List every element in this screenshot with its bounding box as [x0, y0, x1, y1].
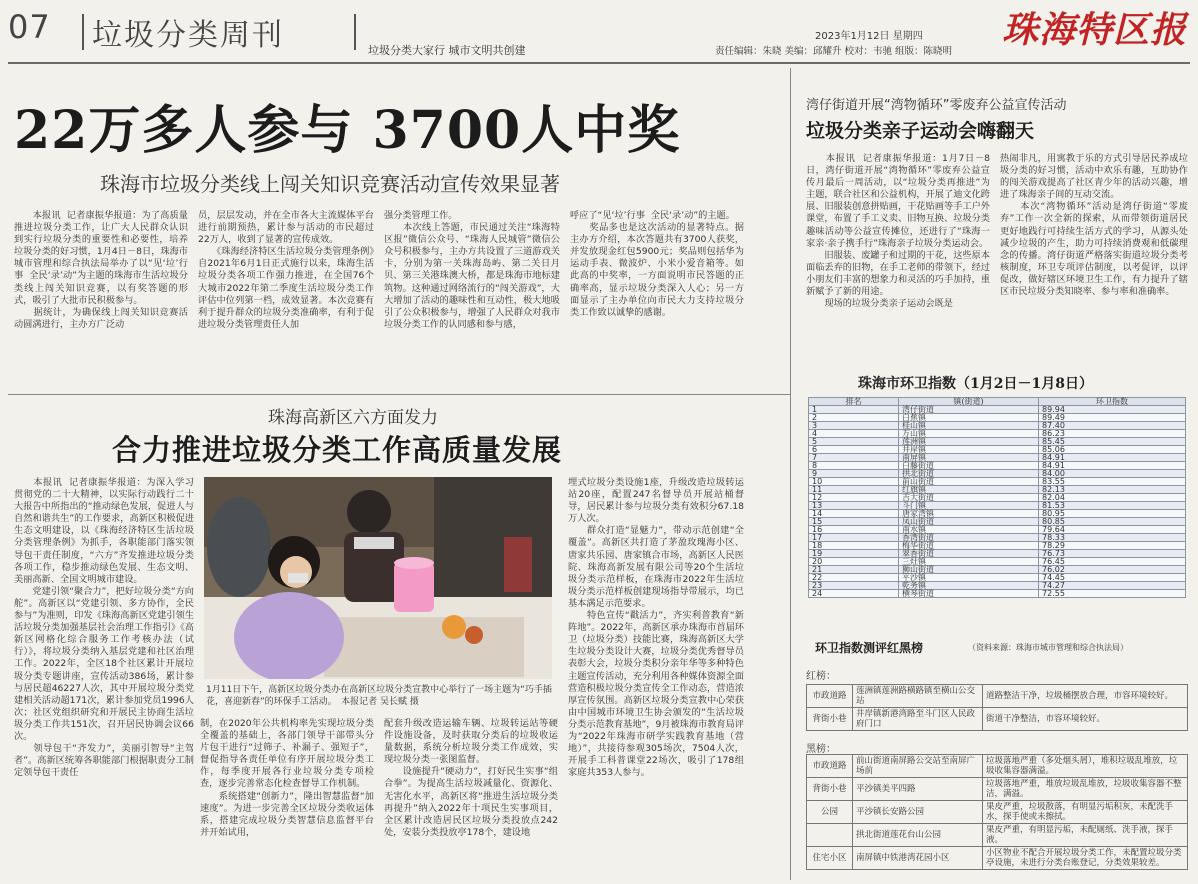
ranking-cell: 6 — [809, 446, 899, 454]
ranking-cell: 桂山镇 — [899, 422, 1039, 430]
lead-column-4: 呼应了“见‘垃’行事 全民‘录’动”的主题。 奖品多也是这次活动的显著特点。据主办方介绍，本次答题共有3700人获奖，并发放现金红包5900元；奖品则包括华为运动手表、微波炉、小米小爱音箱等。如此高的中奖率，一方面说明市民答题的正确率高，显示垃圾分类深入人心；另一方面显示了主办单位向市民大力支持垃圾分类工作致以诚挚的感谢。 — [570, 210, 744, 318]
ranking-cell: 74.45 — [1039, 574, 1186, 582]
ranking-row — [809, 406, 1186, 414]
ranking-cell: 万山镇 — [899, 430, 1039, 438]
red-list-cell: 莲洲镇莲洲路横路镇至横山公交站 — [853, 685, 983, 708]
ranking-cell: 凤山街道 — [899, 518, 1039, 526]
black-list-cell: 平沙镇长安路公园 — [853, 801, 983, 824]
black-list-cell: 南屏镇中铁港湾花园小区 — [853, 847, 983, 870]
newspaper-logo: 珠海特区报 — [1002, 9, 1188, 51]
ranking-cell: 20 — [809, 558, 899, 566]
ranking-row — [809, 550, 1186, 558]
section-slogan: 垃圾分类大家行 城市文明共创建 — [368, 44, 526, 57]
ranking-row — [809, 542, 1186, 550]
ranking-cell: 14 — [809, 510, 899, 518]
ranking-cell: 7 — [809, 454, 899, 462]
ranking-cell: 18 — [809, 542, 899, 550]
news-photo — [204, 477, 552, 679]
right-story-kicker: 湾仔街道开展“湾物循环”零废弃公益宣传活动 — [806, 98, 1067, 113]
ranking-cell: 89.49 — [1039, 414, 1186, 422]
ranking-cell: 白藤街道 — [899, 462, 1039, 470]
ranking-cell: 香湾街道 — [899, 534, 1039, 542]
black-list-cell: 果皮严重，有明显污垢，未配厕纸、洗手液，探手液。 — [983, 824, 1188, 847]
ranking-cell: 76.45 — [1039, 558, 1186, 566]
ranking-row — [809, 462, 1186, 470]
red-list-cell: 市政道路 — [807, 685, 853, 708]
ranking-cell: 78.33 — [1039, 534, 1186, 542]
story2-kicker: 珠海高新区六方面发力 — [268, 408, 438, 428]
right-story-headline: 垃圾分类亲子运动会嗨翻天 — [806, 120, 1035, 142]
black-list-row — [807, 847, 1188, 870]
masthead-divider — [82, 14, 84, 50]
ranking-row — [809, 510, 1186, 518]
ranking-row — [809, 494, 1186, 502]
ranking-row — [809, 590, 1186, 598]
ranking-header-cell: 排名 — [809, 398, 899, 406]
ranking-cell: 乾务镇 — [899, 582, 1039, 590]
ranking-cell: 吉大街道 — [899, 494, 1039, 502]
ranking-cell: 白蕉镇 — [899, 414, 1039, 422]
black-list-cell: 平沙镇美平四路 — [853, 778, 983, 801]
black-list-cell: 拱北街道莲花台山公园 — [853, 824, 983, 847]
black-list-label: 黑榜： — [806, 744, 836, 755]
masthead-divider — [354, 14, 356, 50]
ranking-cell: 80.85 — [1039, 518, 1186, 526]
ranking-row — [809, 534, 1186, 542]
ranking-cell: 17 — [809, 534, 899, 542]
ranking-cell: 10 — [809, 478, 899, 486]
photo-caption: 1月11日下午，高新区垃圾分类办在高新区垃圾分类宣教中心举行了一场主题为“巧手插花，喜迎新春”的环保手工活动。 本报记者 吴长赋 摄 — [206, 685, 552, 707]
ranking-cell: 湾仔街道 — [899, 406, 1039, 414]
issue-date: 2023年1月12日 星期四 — [815, 31, 923, 42]
ranking-row — [809, 518, 1186, 526]
lead-column-1: 本报讯 记者康振华报道：为了高质量推进垃圾分类工作，让广大人民群众认识到实行垃圾分类的重要性和必要性，培养垃圾分类的好习惯，1月4日－8日，珠海市城市管理和综合执法局举办了以“见‘垃’行事 全民‘录’动”为主题的珠海市生活垃圾分类线上闯关知识竞赛，以有奖答题的形式，吸引了大批市民积极参与。 据统计，为确保线上闯关知识竞赛活动圆满进行，主办方广泛动 — [14, 210, 188, 330]
ranking-cell: 南水镇 — [899, 526, 1039, 534]
ranking-cell: 79.64 — [1039, 526, 1186, 534]
ranking-cell: 78.29 — [1039, 542, 1186, 550]
black-list-cell: 公园 — [807, 801, 853, 824]
ranking-cell: 21 — [809, 566, 899, 574]
ranking-cell: 拱北街道 — [899, 470, 1039, 478]
ranking-cell: 唐家湾镇 — [899, 510, 1039, 518]
black-list-cell: 小区物业不配合开展垃圾分类工作，未配置垃圾分类亭设施，未进行分类台账登记，分类效果较差。 — [983, 847, 1188, 870]
ranking-cell: 9 — [809, 470, 899, 478]
lead-subheadline: 珠海市垃圾分类线上闯关知识竞赛活动宣传效果显著 — [100, 172, 560, 196]
ranking-cell: 22 — [809, 574, 899, 582]
ranking-cell: 三灶镇 — [899, 558, 1039, 566]
ranking-row — [809, 478, 1186, 486]
ranking-cell: 24 — [809, 590, 899, 598]
ranking-cell: 89.94 — [1039, 406, 1186, 414]
story2-column-4: 埋式垃圾分类设施1座，升级改造垃圾转运站20座，配置247名督导员开展站桶督导，居民累计参与垃圾分类有效积分67.18万人次。 群众打造“显魅力”，带动示范创建“全覆盖”。高新区共打造了茅盈玫瑰海小区、唐家共乐园、唐家镇合市场，高新区人民医院、珠海高新发展有限公司等20个生活垃圾分类示范样板，在珠海市2022年生活垃圾分类示范样板创建现场指导带展示，均已基本满足示范要求。 特色宣传“戳活力”，齐实利普教育“新阵地”。2022年，高新区承办珠海市首届环卫（垃圾分类）技能比赛，珠海高新区大学生垃圾分类设计大赛，垃圾分类优秀督导员表彰大会，垃圾分类积分亲年华等多种特色主题宣传活动，充分利用各种媒体资源全面营造积极垃圾分类宣传全工作动态，营造浓厚宣传氛围。高新区垃圾分类宣教中心荣获由中国城市环境卫生协会颁发的“生活垃圾分类示范教育基地”，9月被珠海市教育局评为“2022年珠海市研学实践教育基地（营地）”，共接待参观305场次，7504人次，开展手工科普课堂22场次，吸引了178组家庭共353人参与。 — [568, 477, 744, 779]
ranking-cell: 梅华街道 — [899, 542, 1039, 550]
ranking-cell: 2 — [809, 414, 899, 422]
ranking-cell: 4 — [809, 430, 899, 438]
ranking-cell: 11 — [809, 486, 899, 494]
black-list-cell: 住宅小区 — [807, 847, 853, 870]
ranking-row — [809, 558, 1186, 566]
section-title: 垃圾分类周刊 — [92, 18, 284, 53]
ranking-header-row — [809, 398, 1186, 406]
black-list-table — [806, 754, 1188, 870]
ranking-row — [809, 446, 1186, 454]
ranking-cell: 13 — [809, 502, 899, 510]
ranking-cell: 井岸镇 — [899, 446, 1039, 454]
ranking-row — [809, 526, 1186, 534]
ranking-cell: 横琴街道 — [899, 590, 1039, 598]
black-list-cell: 市政道路 — [807, 755, 853, 778]
ranking-cell: 23 — [809, 582, 899, 590]
editor-credits: 责任编辑：朱晓 美编：邱耀升 校对：韦驰 组版：陈晓明 — [715, 46, 953, 57]
ranking-cell: 平沙镇 — [899, 574, 1039, 582]
ranking-cell: 5 — [809, 438, 899, 446]
red-list-label: 红榜： — [806, 671, 836, 682]
ranking-cell: 80.95 — [1039, 510, 1186, 518]
ranking-row — [809, 574, 1186, 582]
black-list-row — [807, 801, 1188, 824]
ranking-cell: 76.73 — [1039, 550, 1186, 558]
black-list-row — [807, 755, 1188, 778]
ranking-cell: 84.91 — [1039, 462, 1186, 470]
ranking-cell: 15 — [809, 518, 899, 526]
ranking-cell: 12 — [809, 494, 899, 502]
masthead-rule — [8, 62, 1190, 64]
ranking-cell: 86.23 — [1039, 430, 1186, 438]
black-list-row — [807, 824, 1188, 847]
column-separator — [790, 68, 791, 880]
story2-column-3: 配套升级改造运输车辆、垃圾转运站等硬件设施设备，及时获取分类后的垃圾收运量数据，系统分析垃圾分类工作成效，实现垃圾分类一张图监督。 设施提升“硬动力”，打好民生实事“组合拳”。为提高生活垃圾减量化、资源化、无害化水平，高新区将“推进生活垃圾分类再提升”纳入2022年十项民生实事项目，全区累计改造居民区垃圾分类投放点242处，安装分类投放亭178个，建设地 — [384, 718, 558, 838]
ranking-table — [808, 397, 1186, 598]
ranking-cell: 前山街道 — [899, 478, 1039, 486]
ranking-row — [809, 502, 1186, 510]
ranking-cell: 84.91 — [1039, 454, 1186, 462]
black-list-cell: 背街小巷 — [807, 778, 853, 801]
ranking-cell: 85.06 — [1039, 446, 1186, 454]
ranking-cell: 72.55 — [1039, 590, 1186, 598]
ranking-row — [809, 438, 1186, 446]
ranking-header-cell: 环卫指数 — [1039, 398, 1186, 406]
story-separator — [8, 394, 790, 395]
masthead — [0, 0, 1198, 62]
black-list-cell: 前山街道南屏路公交站至南屏广场前 — [853, 755, 983, 778]
ranking-cell: 19 — [809, 550, 899, 558]
ranking-cell: 南屏镇 — [899, 454, 1039, 462]
ranking-row — [809, 582, 1186, 590]
red-list-cell: 道路整洁干净，垃圾桶摆放合理，市容环境较好。 — [983, 685, 1188, 708]
ranking-cell: 莲洲镇 — [899, 438, 1039, 446]
ranking-cell: 16 — [809, 526, 899, 534]
black-list-cell: 垃圾落地严重，堆放垃圾乱堆放，垃圾收集容器不整洁，满溢。 — [983, 778, 1188, 801]
ranking-title: 珠海市环卫指数（1月2日－1月8日） — [858, 376, 1093, 392]
right-column-2: 热闹非凡，用寓教于乐的方式引导居民养成垃圾分类的好习惯，活动中欢乐有趣，互助协作的闯关游戏提高了社区青少年的活动兴趣，增进了珠海亲子间的互动交流。 本次“湾物循环”活动是湾仔街道“零废弃”工作一次全新的探索，从而带领街道居民更好地践行可持续生活方式的学习，从源头处减少垃圾的产生，助力可持续消费观和低碳理念的传播。湾仔街道严格落实街道垃圾分类考核制度，环卫专项评估制度，以考促评，以评促改，做好辖区环境卫生工作，有力提升了辖区市民垃圾分类知晓率、参与率和准确率。 — [1000, 153, 1188, 298]
lead-column-3: 强分类管理工作。 本次线上答题，市民通过关注“珠海特区报”微信公众号、“珠海人民城管”微信公众号积极参与，主办方共设置了三道游戏关卡，分别为第一关珠海岛屿、第二关日月贝、第三关港珠澳大桥，都是珠海市地标建筑物。这种通过网络流行的“闯关游戏”，大大增加了活动的趣味性和互动性，极大地吸引了公众积极参与，增强了人民群众对我市垃圾分类工作的认同感和参与感， — [384, 210, 560, 330]
ranking-cell: 82.13 — [1039, 486, 1186, 494]
story2-headline: 合力推进垃圾分类工作高质量发展 — [112, 433, 563, 467]
red-list-cell: 井岸镇新港湾路至斗门区人民政府门口 — [853, 708, 983, 731]
ranking-row — [809, 486, 1186, 494]
ranking-cell: 翠香街道 — [899, 550, 1039, 558]
ranking-header-cell: 镇(街道) — [899, 398, 1039, 406]
lead-headline: 22万多人参与 3700人中奖 — [14, 100, 681, 161]
ranking-cell: 1 — [809, 406, 899, 414]
ranking-cell: 74.27 — [1039, 582, 1186, 590]
red-list-table — [806, 684, 1188, 731]
black-list-cell: 垃圾落地严重（多处烟头屑），堆积垃圾乱堆放，垃圾收集容器满溢。 — [983, 755, 1188, 778]
redblack-title: 环卫指数测评红黑榜 — [815, 641, 924, 655]
ranking-row — [809, 454, 1186, 462]
red-list-row — [807, 708, 1188, 731]
right-column-1: 本报讯 记者康振华报道：1月7日－8日，湾仔街道开展“湾物循环”零废弃公益宣传月最后一周活动，以“垃圾分类再推进”为主题，联合社区和公益机构，开展了迪文化跨展、旧服装创意拼贴画，干花贴画等手工户外课堂，布置了手工义卖、旧物互换、垃圾分类趣味活动等公益宣传摊位，还进行了“珠海一家亲·亲子携手行”珠海亲子垃圾分类运动会。 旧服装、废罐子和过期的干花，这些原本面临丢弃的旧物，在手工老师的带领下，经过小朋友们丰富的想象力和灵活的巧手加持，重新赋予了新的用途。 现场的垃圾分类亲子运动会既是 — [806, 153, 990, 310]
ranking-row — [809, 430, 1186, 438]
black-list-cell — [807, 824, 853, 847]
ranking-cell: 81.53 — [1039, 502, 1186, 510]
ranking-cell: 狮山街道 — [899, 566, 1039, 574]
ranking-row — [809, 422, 1186, 430]
ranking-row — [809, 566, 1186, 574]
ranking-cell: 87.40 — [1039, 422, 1186, 430]
ranking-cell: 76.02 — [1039, 566, 1186, 574]
redblack-source: （资料来源：珠海市城市管理和综合执法局） — [968, 643, 1128, 652]
red-list-row — [807, 685, 1188, 708]
ranking-cell: 83.55 — [1039, 478, 1186, 486]
red-list-cell: 背街小巷 — [807, 708, 853, 731]
ranking-cell: 82.04 — [1039, 494, 1186, 502]
story2-column-2: 制，在2020年公共机构率先实现垃圾分类全覆盖的基础上，各部门领导干部带头分片包干进行“过筛子、补漏子、强短子”，督促指导各责任单位有序开展垃圾分类工作，每季度开展各行业垃圾分类专项检查，逐步完善常态化检查督导工作机制。 系统搭建“创新力”，隆出智慧监督“加速度”。为进一步完善全区垃圾分类收运体系，搭建完成垃圾分类智慧信息监督平台并开始试用， — [200, 718, 374, 838]
ranking-cell: 8 — [809, 462, 899, 470]
ranking-cell: 3 — [809, 422, 899, 430]
ranking-cell: 85.45 — [1039, 438, 1186, 446]
ranking-cell: 斗门镇 — [899, 502, 1039, 510]
ranking-cell: 红旗镇 — [899, 486, 1039, 494]
black-list-row — [807, 778, 1188, 801]
black-list-cell: 果皮严重，垃圾散落，有明显污垢积灰，未配洗手水，探手使或未擦拭。 — [983, 801, 1188, 824]
ranking-row — [809, 470, 1186, 478]
ranking-row — [809, 414, 1186, 422]
ranking-cell: 84.00 — [1039, 470, 1186, 478]
red-list-cell: 街道干净整洁，市容环境较好。 — [983, 708, 1188, 731]
page-number: 07 — [8, 8, 51, 46]
story2-column-1: 本报讯 记者康振华报道：为深入学习贯彻党的二十大精神，以实际行动践行二十大报告中所指出的“推动绿色发展，促进人与自然和谐共生”的工作要求，高新区积极促进生态文明建设，以《珠海经济特区生活垃圾分类管理条例》为抓手，各职能部门落实领导包干责任制度，“六方”齐发推进垃圾分类各项工作，稳步推动绿色发展、生态文明、美丽高新、全国文明城市建设。 党建引领“聚合力”，把好垃圾分类“方向舵”。高新区以“党建引领、多方协作，全民参与”为准则，印发《珠海高新区党建引领生活垃圾分类加强基层社会治理工作指引》《高新区网格化综合服务工作考核办法（试行）》，将垃圾分类纳入基层党建和社区治理工作。2022年，全区18个社区累计开展垃圾分类专题讲座，宣传活动386场，累计参与居民超46227人次，其中开展垃圾分类党建相关活动超171次，累计参加党员1996人次；社区党组织研究和开展民主协商生活垃圾分类工作共151次，召开居民协调会议66次。 领导包干“齐发力”，美丽引智导“主驾者”。高新区统筹各职能部门根据职责分工制定领导包干责任 — [14, 477, 194, 779]
lead-column-2: 员，层层发动，并在全市各大主流媒体平台进行前期预热，累计参与活动的市民超过22万人，收到了显著的宣传成效。 《珠海经济特区生活垃圾分类管理条例》自2021年6月1日正式施行以来，珠海生活垃圾分类各项工作强力推进，在全国76个大城市2022年第二季度生活垃圾分类工作评估中位列第一档，成效显著。本次竞赛有利于提升群众的垃圾分类准确率，有利于促进垃圾分类管理责任人加 — [198, 210, 374, 330]
